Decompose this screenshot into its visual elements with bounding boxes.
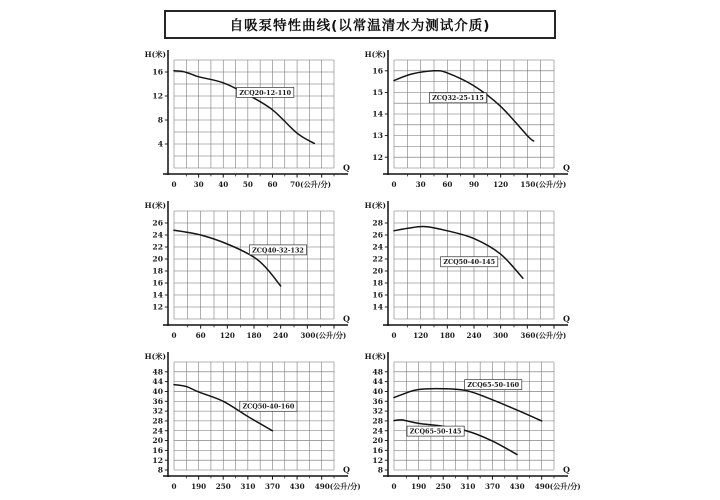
x-tick-label: 90 xyxy=(468,180,480,189)
series-label-ZCQ40-32-132 xyxy=(249,245,306,255)
x-tick-label: 490(公升/分) xyxy=(314,482,361,491)
x-tick-label: 370 xyxy=(484,482,500,491)
svg-text:ZCQ20-12-110: ZCQ20-12-110 xyxy=(239,88,292,97)
x-tick-label: 60 xyxy=(195,331,206,340)
chart-3-cell xyxy=(144,197,356,346)
y-tick-label: 16 xyxy=(152,67,163,77)
x-tick-label: 0 xyxy=(171,331,177,340)
y-tick-label: 12 xyxy=(372,152,383,162)
series-label-ZCQ50-40-145 xyxy=(441,257,498,267)
x-tick-label: 30 xyxy=(415,180,426,189)
y-tick-label: 28 xyxy=(372,416,383,426)
y-axis-label: H(米) xyxy=(364,352,386,361)
chart-1-cell xyxy=(144,46,356,195)
x-tick-label: 300(公升/分) xyxy=(300,331,347,340)
x-axis-label: Q xyxy=(343,313,350,324)
curve-ZCQ20-12-110 xyxy=(174,71,314,144)
chart-6-svg xyxy=(364,348,581,497)
y-axis-label: H(米) xyxy=(144,50,166,59)
y-tick-label: 14 xyxy=(372,109,383,119)
grid-lines xyxy=(394,60,554,168)
y-tick-label: 13 xyxy=(372,131,383,141)
y-tick-label: 12 xyxy=(152,302,163,312)
svg-text:ZCQ65-50-160: ZCQ65-50-160 xyxy=(467,381,520,390)
curve-ZCQ50-40-145 xyxy=(394,227,523,279)
series-label-ZCQ20-12-110 xyxy=(237,87,294,97)
y-tick-label: 36 xyxy=(152,396,163,406)
x-tick-label: 30 xyxy=(193,180,204,189)
y-tick-label: 22 xyxy=(372,254,383,264)
y-tick-label: 48 xyxy=(152,367,163,377)
x-tick-label: 180 xyxy=(246,331,262,340)
x-tick-label: 120 xyxy=(493,180,509,189)
series-label-ZCQ32-25-115 xyxy=(429,93,486,103)
x-tick-label: 490(公升/分) xyxy=(534,482,581,491)
y-tick-label: 24 xyxy=(372,242,383,252)
chart-1-svg xyxy=(144,46,356,195)
y-tick-label: 12 xyxy=(152,455,163,465)
x-tick-label: 250 xyxy=(435,482,451,491)
y-tick-label: 44 xyxy=(152,377,163,387)
x-tick-label: 430 xyxy=(289,482,305,491)
y-tick-label: 14 xyxy=(372,302,383,312)
y-tick-label: 28 xyxy=(372,218,383,228)
y-tick-label: 8 xyxy=(157,465,163,475)
chart-6-cell xyxy=(364,348,581,497)
x-tick-label: 150(公升/分) xyxy=(520,180,567,189)
axes xyxy=(383,352,568,477)
y-tick-label: 32 xyxy=(152,406,163,416)
y-tick-label: 20 xyxy=(372,436,383,446)
x-axis-label: Q xyxy=(563,162,570,173)
y-tick-label: 20 xyxy=(152,436,163,446)
x-tick-label: 180 xyxy=(439,331,455,340)
x-tick-label: 190 xyxy=(411,482,427,491)
chart-5-svg xyxy=(144,348,361,497)
curve-ZCQ32-25-115 xyxy=(394,71,534,141)
y-tick-label: 40 xyxy=(152,387,163,397)
x-tick-label: 120 xyxy=(413,331,429,340)
series-label-ZCQ50-40-160 xyxy=(240,401,297,411)
x-tick-label: 190 xyxy=(191,482,207,491)
y-tick-label: 8 xyxy=(377,465,383,475)
y-tick-label: 24 xyxy=(372,426,383,436)
svg-text:ZCQ32-25-115: ZCQ32-25-115 xyxy=(432,94,484,103)
grid-lines xyxy=(174,362,334,470)
series-label-ZCQ65-50-160 xyxy=(465,380,522,390)
x-tick-label: 0 xyxy=(391,331,397,340)
y-axis-label: H(米) xyxy=(364,201,386,210)
x-tick-label: 360(公升/分) xyxy=(520,331,567,340)
x-tick-label: 240 xyxy=(273,331,289,340)
y-tick-label: 18 xyxy=(152,266,163,276)
y-tick-label: 20 xyxy=(372,266,383,276)
series-label-ZCQ65-50-145 xyxy=(407,426,464,436)
y-tick-label: 16 xyxy=(152,445,163,455)
y-tick-label: 16 xyxy=(372,66,383,76)
y-tick-label: 26 xyxy=(372,230,383,240)
chart-5-cell xyxy=(144,348,361,497)
y-tick-label: 15 xyxy=(372,88,383,97)
y-axis-label: H(米) xyxy=(144,201,166,210)
x-axis-label: Q xyxy=(563,313,570,324)
y-tick-label: 16 xyxy=(152,278,163,288)
svg-text:ZCQ50-40-160: ZCQ50-40-160 xyxy=(242,402,295,411)
charts-grid xyxy=(144,46,581,497)
y-tick-label: 48 xyxy=(372,367,383,377)
x-tick-label: 0 xyxy=(391,180,397,189)
chart-4-svg xyxy=(364,197,576,346)
x-tick-label: 40 xyxy=(218,180,229,189)
svg-text:ZCQ65-50-145: ZCQ65-50-145 xyxy=(409,427,462,436)
x-tick-label: 0 xyxy=(391,482,397,491)
y-tick-label: 28 xyxy=(152,416,163,426)
x-axis-label: Q xyxy=(563,464,570,475)
x-tick-label: 70(公升/分) xyxy=(290,180,332,189)
x-tick-label: 300 xyxy=(493,331,509,340)
x-tick-label: 310 xyxy=(240,482,256,491)
y-tick-label: 36 xyxy=(372,396,383,406)
y-tick-label: 16 xyxy=(372,290,383,300)
x-axis-label: Q xyxy=(343,162,350,173)
x-tick-label: 430 xyxy=(509,482,525,491)
y-tick-label: 22 xyxy=(152,242,163,252)
y-tick-label: 32 xyxy=(372,406,383,416)
page-title: 自吸泵特性曲线(以常温清水为测试介质) xyxy=(164,10,556,39)
y-axis-label: H(米) xyxy=(144,352,166,361)
x-tick-label: 50 xyxy=(242,180,253,189)
figure-content xyxy=(144,0,581,497)
x-axis-label: Q xyxy=(343,464,350,475)
y-tick-label: 44 xyxy=(372,377,383,387)
x-tick-label: 250 xyxy=(215,482,231,491)
y-tick-label: 12 xyxy=(152,91,163,101)
y-tick-label: 18 xyxy=(372,278,383,288)
chart-3-svg xyxy=(144,197,356,346)
chart-2-svg xyxy=(364,46,576,195)
x-tick-label: 60 xyxy=(267,180,278,189)
x-tick-label: 310 xyxy=(460,482,476,491)
x-tick-label: 370 xyxy=(264,482,280,491)
grid-lines xyxy=(174,211,334,319)
y-tick-label: 24 xyxy=(152,426,163,436)
y-tick-label: 40 xyxy=(372,387,383,397)
y-tick-label: 24 xyxy=(152,230,163,240)
y-tick-label: 16 xyxy=(372,445,383,455)
x-tick-label: 0 xyxy=(171,180,177,189)
svg-text:ZCQ40-32-132: ZCQ40-32-132 xyxy=(252,246,304,255)
x-tick-label: 120 xyxy=(219,331,235,340)
x-tick-label: 60 xyxy=(442,180,453,189)
chart-2-cell xyxy=(364,46,576,195)
y-axis-label: H(米) xyxy=(364,50,386,59)
y-tick-label: 12 xyxy=(372,455,383,465)
y-tick-label: 4 xyxy=(157,139,163,149)
axes xyxy=(383,50,568,175)
svg-text:ZCQ50-40-145: ZCQ50-40-145 xyxy=(443,258,496,267)
x-tick-label: 240 xyxy=(466,331,482,340)
y-tick-label: 20 xyxy=(152,254,163,264)
y-tick-label: 14 xyxy=(152,290,163,300)
y-tick-label: 8 xyxy=(157,115,163,125)
axes xyxy=(163,352,348,477)
chart-4-cell xyxy=(364,197,576,346)
y-tick-label: 26 xyxy=(152,218,163,228)
x-tick-label: 0 xyxy=(171,482,177,491)
